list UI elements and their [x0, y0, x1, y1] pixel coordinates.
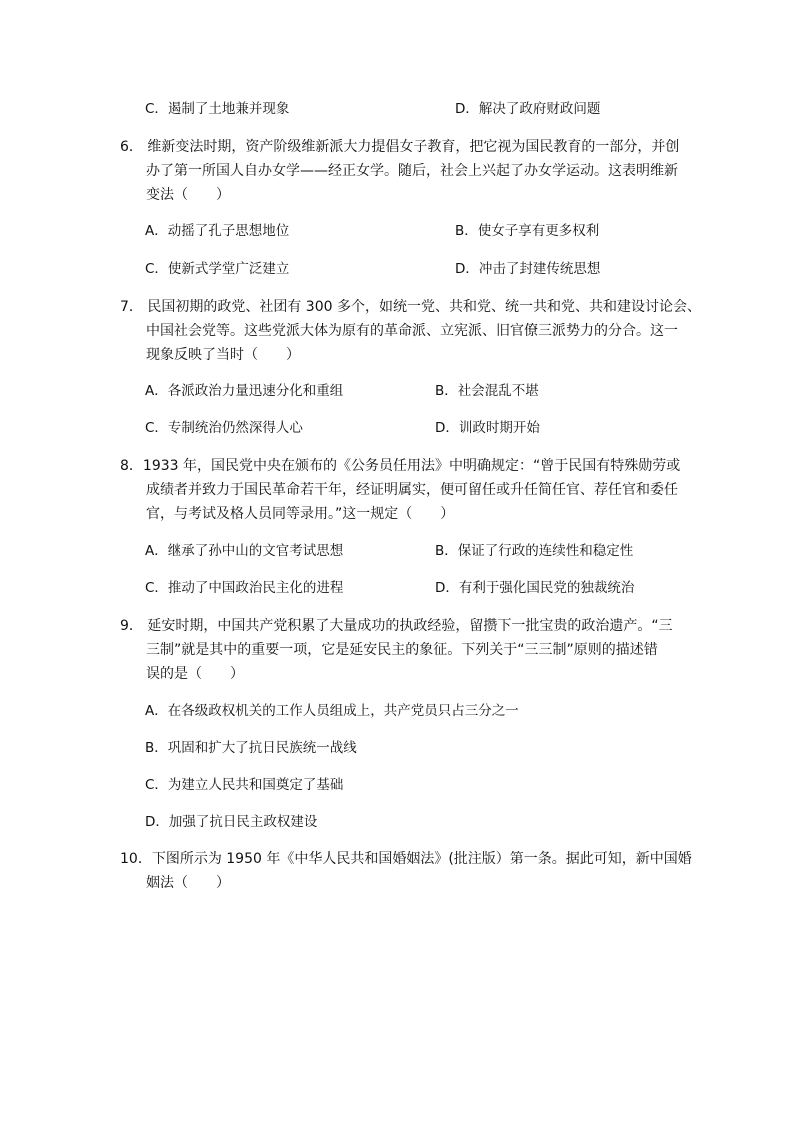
question-10-line-1: 10．下图所示为 1950 年《中华人民共和国婚姻法》(批注版）第一条。据此可知，新中国婚 — [120, 851, 692, 867]
question-7-option-b: B．社会混乱不堪 — [435, 383, 539, 399]
question-9-line-1: 9． 延安时期，中国共产党积累了大量成功的执政经验，留攒下一批宝贵的政治遗产。“三 — [120, 618, 673, 634]
question-6-option-a: A．动摇了孔子思想地位 — [145, 223, 290, 239]
question-8-option-c: C．推动了中国政治民主化的进程 — [145, 580, 344, 596]
question-9-option-d: D．加强了抗日民主政权建设 — [145, 814, 318, 830]
question-7-line-3: 现象反映了当时（ ） — [146, 347, 300, 363]
question-8-line-3: 官，与考试及格人员同等录用。”这一规定（ ） — [146, 506, 455, 522]
question-6-line-2: 办了第一所国人自办女学——经正女学。随后，社会上兴起了办女学运动。这表明维新 — [146, 163, 678, 179]
question-8-line-2: 成绩者并致力于国民革命若干年，经证明属实，便可留任或升任简任官、荐任官和委任 — [146, 482, 678, 498]
question-7-option-d: D．训政时期开始 — [435, 420, 540, 436]
option-d-prev: D．解决了政府财政问题 — [455, 101, 601, 117]
question-9-option-c: C．为建立人民共和国奠定了基础 — [145, 777, 344, 793]
question-9-option-a: A．在各级政权机关的工作人员组成上，共产党员只占三分之一 — [145, 703, 519, 719]
question-6-line-1: 6． 维新变法时期，资产阶级维新派大力提倡女子教育，把它视为国民教育的一部分，并创 — [120, 139, 680, 155]
question-6-line-3: 变法（ ） — [146, 187, 230, 203]
question-9-line-2: 三制”就是其中的重要一项，它是延安民主的象征。下列关于“三三制”原则的描述错 — [146, 642, 658, 658]
question-7-option-c: C．专制统治仍然深得人心 — [145, 420, 303, 436]
question-8-line-1: 8．1933 年，国民党中央在颁布的《公务员任用法》中明确规定：“曾于民国有特殊勋劳或 — [120, 458, 681, 474]
option-c-prev: C．遏制了土地兼并现象 — [145, 101, 290, 117]
question-8-option-b: B．保证了行政的连续性和稳定性 — [435, 543, 634, 559]
question-9-line-3: 误的是（ ） — [146, 666, 244, 682]
question-8-option-d: D．有利于强化国民党的独裁统治 — [435, 580, 635, 596]
question-7-line-2: 中国社会党等。这些党派大体为原有的革命派、立宪派、旧官僚三派势力的分合。这一 — [146, 323, 678, 339]
question-6-option-b: B．使女子享有更多权利 — [455, 223, 600, 239]
question-7-line-1: 7． 民国初期的政党、社团有 300 多个，如统一党、共和党、统一共和党、共和建设讨论会、 — [120, 299, 701, 315]
question-7-option-a: A．各派政治力量迅速分化和重组 — [145, 383, 344, 399]
question-6-option-d: D．冲击了封建传统思想 — [455, 261, 601, 277]
question-10-line-2: 姻法（ ） — [146, 875, 230, 891]
question-9-option-b: B．巩固和扩大了抗日民族统一战线 — [145, 740, 357, 756]
question-8-option-a: A．继承了孙中山的文官考试思想 — [145, 543, 344, 559]
question-6-option-c: C．使新式学堂广泛建立 — [145, 261, 290, 277]
